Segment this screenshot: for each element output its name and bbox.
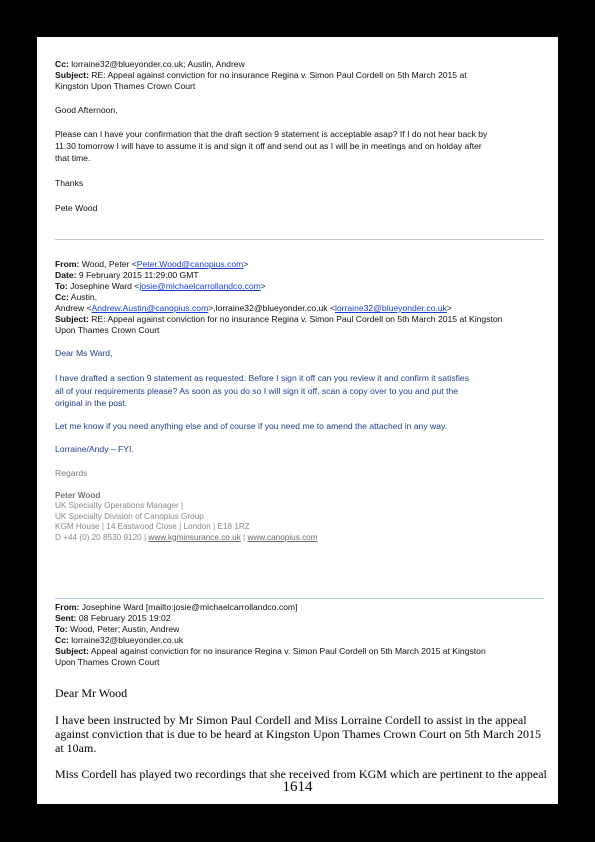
email-1-greeting: Good Afternoon, — [55, 105, 118, 115]
email-1-signoff: Pete Wood — [55, 203, 98, 213]
email-1-cc: Cc: lorraine32@blueyonder.co.uk; Austin, Andrew — [55, 59, 245, 69]
email-3-cc: Cc: lorraine32@blueyonder.co.uk — [55, 635, 184, 645]
email-2-body-2: Let me know if you need anything else and of course if you need me to amend the attached in any way. — [55, 420, 448, 431]
email-2 — [55, 259, 544, 543]
email-2-body-line: I have drafted a section 9 statement as requested. Before I sign it off can you review it and confirm it satisfies — [55, 373, 469, 383]
kgm-website-link[interactable]: www.kgminsurance.co.uk — [148, 532, 241, 542]
email-2-regards: Regards — [55, 467, 88, 478]
cc-email-link-austin[interactable]: Andrew.Austin@canopius.com — [91, 303, 209, 313]
cc-email-link-lorraine[interactable]: lorraine32@blueyonder.co.uk — [334, 303, 447, 313]
email-3-subject: Subject: Appeal against conviction for no insurance Regina v. Simon Paul Cordell on 5th March 2015 at Kingston — [55, 646, 486, 656]
email-1-thanks: Thanks — [55, 178, 84, 188]
email-2-date: Date: 9 February 2015 11:29:00 GMT — [55, 270, 199, 280]
signature-contact: D +44 (0) 20 8530 9120 | www.kgminsurance.co.uk | www.canopius.com — [55, 532, 318, 542]
page-number: 1614 — [282, 779, 313, 795]
email-1-subject-cont: Kingston Upon Thames Crown Court — [55, 81, 196, 91]
email-1 — [55, 59, 544, 214]
email-1-body-line: 11.30 tomorrow I will have to assume it is and sign it off and send out as I will be in meetings and on holday after — [55, 141, 482, 151]
email-2-from: From: Wood, Peter <Peter.Wood@canopius.com> — [55, 259, 249, 269]
to-email-link[interactable]: josie@michaelcarrollandco.com — [139, 281, 261, 291]
email-3-body-line: I have been instructed by Mr Simon Paul Cordell and Miss Lorraine Cordell to assist in the appeal — [55, 713, 527, 727]
email-3-subject-cont: Upon Thames Crown Court — [55, 657, 160, 667]
email-2-body-line: all of your requirements please? As soon as you do so I will sign it off, scan a copy over to you and put the — [55, 385, 459, 396]
email-3-body-line: at 10am. — [55, 741, 97, 755]
email-3-from: From: Josephine Ward [mailto:josie@michaelcarrollandco.com] — [55, 602, 298, 612]
from-email-link[interactable]: Peter.Wood@canopius.com — [136, 259, 244, 269]
email-2-body-line: original in the post. — [55, 398, 128, 408]
separator-line — [55, 239, 544, 240]
email-2-subject-cont: Upon Thames Crown Court — [55, 325, 160, 335]
email-2-cc-cont: Andrew <Andrew.Austin@canopius.com>,lorraine32@blueyonder.co.uk <lorraine32@blueyonder.co.uk> — [55, 303, 452, 313]
email-2-cc: Cc: Austin, — [55, 292, 98, 302]
email-2-to: To: Josephine Ward <josie@michaelcarrollandco.com> — [55, 281, 266, 291]
email-3-body-line: Miss Cordell has played two recordings that she received from KGM which are pertinent to the appeal — [55, 767, 547, 781]
email-1-subject: Subject: RE: Appeal against conviction for no insurance Regina v. Simon Paul Cordell on 5th March 2015 at — [55, 70, 467, 80]
email-3-sent: Sent: 08 February 2015 19:02 — [55, 613, 171, 623]
signature-name: Peter Wood — [55, 490, 101, 500]
email-3 — [55, 602, 544, 668]
email-2-subject: Subject: RE: Appeal against conviction for no insurance Regina v. Simon Paul Cordell on 5th March 2015 at Kingston — [55, 314, 503, 324]
email-1-body-line: that time. — [55, 153, 91, 163]
email-1-body-line: Please can I have your confirmation that the draft section 9 statement is acceptable asap? If I do not hear back by — [55, 129, 488, 139]
signature-division: UK Specialty Division of Canopius Group — [55, 511, 204, 521]
canopius-website-link[interactable]: www.canopius.com — [247, 532, 318, 542]
email-3-body-line: against conviction that is due to be heard at Kingston Upon Thames Crown Court on 5th March 2015 — [55, 727, 542, 741]
document-page — [37, 37, 558, 804]
signature-title: UK Specialty Operations Manager | — [55, 501, 184, 510]
email-3-to: To: Wood, Peter; Austin, Andrew — [55, 624, 180, 634]
email-2-greeting: Dear Ms Ward, — [55, 348, 113, 358]
separator-line-blue — [55, 598, 544, 599]
signature-address: KGM House | 14 Eastwood Close | London | E18 1RZ — [55, 522, 250, 531]
email-2-fyi: Lorraine/Andy – FYI. — [55, 443, 134, 454]
email-3-greeting: Dear Mr Wood — [55, 686, 128, 700]
email-3-body — [55, 686, 548, 781]
